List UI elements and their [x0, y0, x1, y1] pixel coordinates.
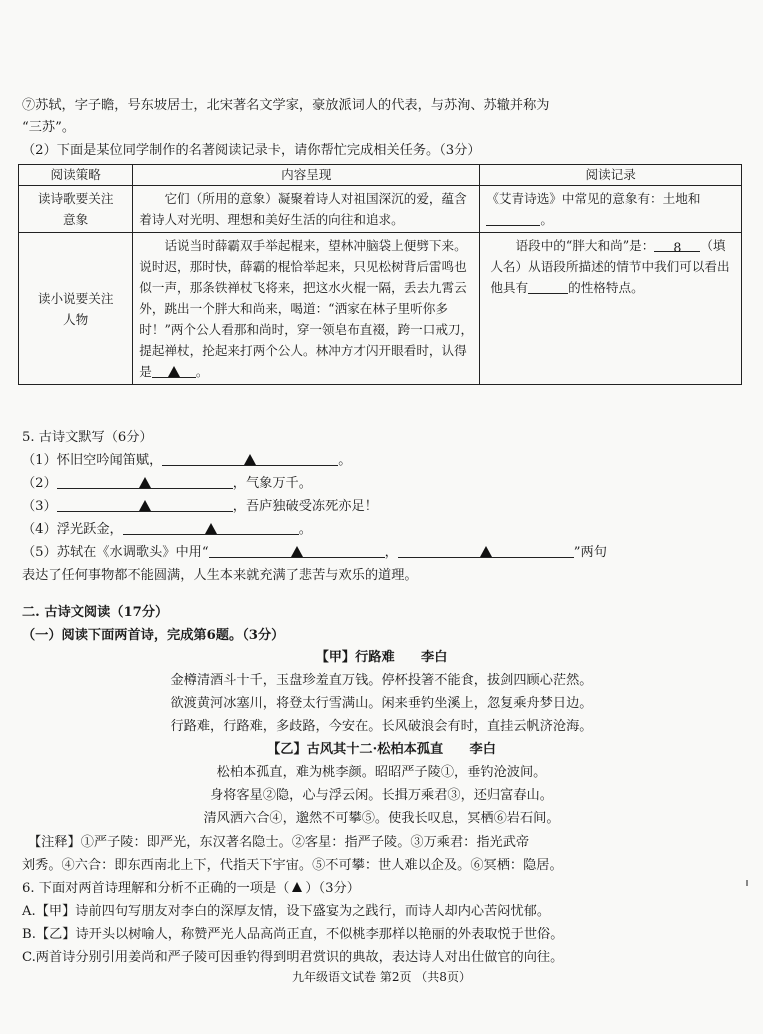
q5-l2-end: ，气象万千。 [232, 476, 312, 491]
q5-line-4 [22, 520, 741, 540]
poem-2-line: 松柏本孤直，难为桃李颜。昭昭严子陵①，垂钓沧波间。 [216, 765, 547, 780]
answer-triangle-icon[interactable] [292, 882, 302, 892]
q5-l1-end: 。 [338, 453, 352, 468]
q5-l2-blank[interactable] [57, 474, 233, 489]
q5-l3-end: ，吾庐独破受冻死亦足！ [232, 499, 378, 514]
answer-triangle-icon [291, 546, 303, 557]
poem-1-line: 欲渡黄河冰塞川，将登太行雪满山。闲来垂钓坐溪上，忽复乘舟梦日边。 [170, 696, 593, 711]
card-header-row [19, 165, 742, 186]
record-poetry-text: 《艾青诗选》中常见的意象有：土地和 [486, 191, 701, 206]
q6-option-c[interactable]: C.两首诗分别引用姜尚和严子陵可因垂钓得到明君赏识的典故，表达诗人对出仕做官的向往。 [22, 950, 564, 965]
question-2-prompt: （2）下面是某位同学制作的名著阅读记录卡，请你帮忙完成相关任务。（3分） [22, 143, 481, 158]
record-novel [480, 233, 742, 385]
intro-line-1: ⑦苏轼，字子瞻，号东坡居士，北宋著名文学家，豪放派词人的代表，与苏洵、苏辙并称为 [22, 98, 550, 113]
poem-1-title: 【甲】行路难 李白 [315, 650, 448, 665]
q5-title: 5. 古诗文默写（6分） [22, 430, 153, 445]
q5-l2-text: （2） [22, 476, 57, 491]
record-poetry-end: 。 [540, 212, 553, 227]
q6-option-b[interactable]: B.【乙】诗开头以树喻人，称赞严光人品高尚正直，不似桃李那样以艳丽的外表取悦于世俗。 [22, 927, 564, 942]
q5-l3-blank[interactable] [57, 497, 233, 512]
card-row-poetry [19, 186, 742, 233]
q5-l5-comma: ， [384, 545, 398, 560]
record-poetry [480, 186, 742, 233]
q5-l4-blank[interactable] [123, 520, 299, 535]
q5-line-5 [22, 543, 741, 563]
answer-triangle-icon [139, 477, 151, 488]
q5-line-3 [22, 497, 741, 517]
q5-l1-blank[interactable] [162, 451, 338, 466]
poem-1-line: 金樽清酒斗十千，玉盘珍羞直万钱。停杯投箸不能食，拔剑四顾心茫然。 [170, 673, 593, 688]
q5-l4-end: 。 [298, 522, 312, 537]
poem-2-line: 清风洒六合④，邈然不可攀⑤。使我长叹息，冥栖⑥岩石间。 [203, 811, 560, 826]
record-novel-mid: （填人名）从语段所描述的情节中我们可以看出他具有 [490, 238, 730, 295]
header-strategy: 阅读策略 [19, 165, 133, 186]
header-record: 阅读记录 [480, 165, 742, 186]
q5-line-5-cont: 表达了任何事物都不能圆满，人生本来就充满了悲苦与欢乐的道理。 [22, 568, 418, 583]
q5-l1-text: （1）怀旧空吟闻笛赋， [22, 453, 163, 468]
q5-l5-blank-b[interactable] [398, 543, 574, 558]
strategy-poetry: 读诗歌要关注意象 [19, 186, 133, 233]
answer-triangle-icon [139, 500, 151, 511]
trait-answer-blank[interactable] [528, 279, 568, 294]
card-row-novel [19, 233, 742, 385]
q6-prompt [22, 879, 741, 899]
section-2-title: 二. 古诗文阅读（17分） [22, 605, 169, 620]
poem-2-title: 【乙】古风其十二·松柏本孤直 李白 [267, 742, 496, 757]
content-novel-text [139, 235, 473, 382]
q6-text: 6. 下面对两首诗理解和分析不正确的一项是（ [22, 881, 290, 896]
novel-passage-end: 。 [195, 364, 209, 379]
section-2-sub: （一）阅读下面两首诗，完成第6题。（3分） [22, 628, 285, 643]
header-content: 内容呈现 [133, 165, 480, 186]
intro-line-2: “三苏”。 [22, 120, 76, 135]
novel-passage: 话说当时薛霸双手举起棍来，望林冲脑袋上便劈下来。说时迟，那时快，薛霸的棍恰举起来，只见松树背后雷鸣也似一声，那条铁禅杖飞将来，把这水火棍一隔，丢去九霄云外，跳出一个胖大和尚来，喝道：“洒家在林子里听你多时！”两个公人看那和尚时，穿一领皂布直裰，跨一口戒刀，提起禅杖，抡起来打两个公人。林冲方才闪开眼看时，认得是 [139, 238, 474, 379]
q5-l5-end: ”两句 [573, 545, 607, 560]
q5-l4-text: （4）浮光跃金， [22, 522, 123, 537]
content-poetry [133, 186, 480, 233]
record-novel-text [490, 235, 731, 298]
q5-line-1 [22, 451, 741, 471]
q5-l5-text: （5）苏轼在《水调歌头》中用“ [22, 545, 209, 560]
content-novel [133, 233, 480, 385]
answer-triangle-icon [244, 454, 256, 465]
page-footer: 九年级语文试卷 第2页 （共8页） [292, 970, 471, 984]
novel-answer-blank[interactable] [152, 363, 196, 378]
q5-l3-text: （3） [22, 499, 57, 514]
q6-option-a[interactable]: A.【甲】诗前四句写朋友对李白的深厚友情，设下盛宴为之践行，而诗人却内心苦闷忧郁。 [22, 904, 551, 919]
record-novel-pre: 语段中的“胖大和尚”是： [515, 238, 655, 253]
notes-line-1: 【注释】①严子陵：即严光，东汉著名隐士。②客星：指严子陵。③万乘君：指光武帝 [28, 835, 530, 850]
answer-triangle-icon [205, 523, 217, 534]
poem-1-line: 行路难，行路难，多歧路，今安在。长风破浪会有时，直挂云帆济沧海。 [170, 719, 593, 734]
q6-end: ）（3分） [305, 881, 360, 896]
content-poetry-text: 它们（所用的意象）凝聚着诗人对祖国深沉的爱，蕴含着诗人对光明、理想和美好生活的向往和追求。 [139, 191, 467, 227]
answer-triangle-icon [480, 546, 492, 557]
name-answer-blank[interactable] [654, 237, 700, 255]
record-novel-post: 的性格特点。 [568, 280, 644, 295]
reading-record-card [18, 164, 742, 385]
imagery-answer-blank[interactable] [486, 211, 540, 226]
poem-2-line: 身将客星②隐，心与浮云闲。长揖万乘君③，还归富春山。 [210, 788, 553, 803]
strategy-novel: 读小说要关注人物 [19, 233, 133, 385]
scan-mark [746, 880, 748, 886]
name-blank-number: 8 [673, 240, 682, 255]
notes-line-2: 刘秀。④六合：即东西南北上下，代指天下宇宙。⑤不可攀：世人难以企及。⑥冥栖：隐居。 [22, 858, 563, 873]
answer-triangle-icon [168, 366, 180, 377]
q5-l5-blank-a[interactable] [209, 543, 385, 558]
q5-line-2 [22, 474, 741, 494]
